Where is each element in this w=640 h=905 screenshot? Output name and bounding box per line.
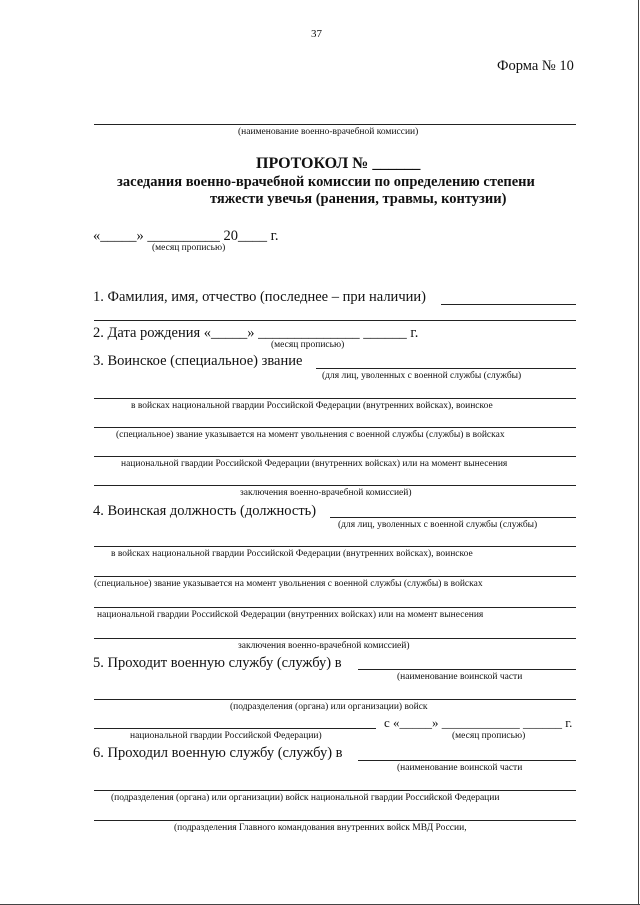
field-position-line2[interactable] (94, 546, 576, 547)
field-full-name-label: 1. Фамилия, имя, отчество (последнее – при наличии) (93, 289, 426, 305)
field-current-service-line[interactable] (358, 669, 576, 670)
field-position-line[interactable] (330, 517, 576, 518)
page-number: 37 (311, 28, 322, 40)
field-current-service-line2[interactable] (94, 699, 576, 700)
field-rank-note4: заключения военно-врачебной комиссией) (240, 488, 412, 498)
subtitle-line2: тяжести увечья (ранения, травмы, контузии) (210, 191, 507, 207)
protocol-title: ПРОТОКОЛ № ______ (256, 155, 421, 172)
field-past-service-line2[interactable] (94, 790, 576, 791)
field-rank-label: 3. Воинское (специальное) звание (93, 353, 303, 369)
field-current-service-caption: (наименование воинской части (397, 672, 523, 682)
field-position-label: 4. Воинская должность (должность) (93, 503, 317, 519)
subtitle-line1: заседания военно-врачебной комиссии по определению степени (117, 174, 535, 190)
field-current-service-note2: национальной гвардии Российской Федерации) (130, 731, 322, 741)
field-position-note1: в войсках национальной гвардии Российской Федерации (внутренних войсках), воинское (111, 549, 473, 559)
scan-edge-right (638, 0, 639, 905)
form-label: Форма № 10 (497, 58, 574, 74)
field-past-service-line3[interactable] (94, 820, 576, 821)
field-rank-note2: (специальное) звание указывается на момент увольнения с военной службы (службы) в войсках (116, 430, 505, 440)
field-position-note4: заключения военно-врачебной комиссией) (238, 641, 410, 651)
field-rank-note1: в войсках национальной гвардии Российской Федерации (внутренних войсках), воинское (131, 401, 493, 411)
field-current-service-note1: (подразделения (органа) или организации) войск (230, 702, 428, 712)
field-position-note3: национальной гвардии Российской Федерации (внутренних войсках) или на момент вынесения (97, 610, 484, 620)
field-current-service-line3[interactable] (94, 728, 376, 729)
field-position-caption: (для лиц, уволенных с военной службы (службы) (338, 520, 538, 530)
field-rank-line[interactable] (316, 368, 576, 369)
commission-caption: (наименование военно-врачебной комиссии) (238, 127, 419, 137)
field-past-service-caption: (наименование воинской части (397, 763, 523, 773)
field-current-service-month-caption: (месяц прописью) (452, 731, 526, 741)
field-rank-line4[interactable] (94, 456, 576, 457)
field-current-service-label: 5. Проходит военную службу (службу) в (93, 655, 342, 671)
commission-line (94, 124, 576, 125)
field-birth-date-label: 2. Дата рождения «_____» ______________ ______ г. (93, 325, 419, 341)
field-birth-date-month-caption: (месяц прописью) (271, 340, 345, 350)
protocol-date-month-caption: (месяц прописью) (152, 243, 226, 253)
field-rank-caption: (для лиц, уволенных с военной службы (службы) (322, 371, 522, 381)
field-past-service-note1: (подразделения (органа) или организации) войск национальной гвардии Российской Федерации (111, 793, 500, 803)
field-past-service-note2: (подразделения Главного командования внутренних войск МВД России, (174, 823, 467, 833)
field-rank-line2[interactable] (94, 398, 576, 399)
field-full-name-line2[interactable] (94, 320, 576, 321)
field-current-service-since: с «_____» ____________ ______ г. (384, 715, 573, 730)
protocol-date: «_____» __________ 20____ г. (93, 228, 279, 244)
field-past-service-line[interactable] (358, 760, 576, 761)
field-position-line5[interactable] (94, 638, 576, 639)
field-position-line3[interactable] (94, 576, 576, 577)
field-rank-line5[interactable] (94, 485, 576, 486)
field-position-line4[interactable] (94, 607, 576, 608)
field-past-service-label: 6. Проходил военную службу (службу) в (93, 745, 343, 761)
field-position-note2: (специальное) звание указывается на момент увольнения с военной службы (службы) в войсках (94, 579, 483, 589)
field-full-name-line[interactable] (441, 304, 576, 305)
field-rank-line3[interactable] (94, 427, 576, 428)
field-rank-note3: национальной гвардии Российской Федерации (внутренних войсках) или на момент вынесения (121, 459, 508, 469)
